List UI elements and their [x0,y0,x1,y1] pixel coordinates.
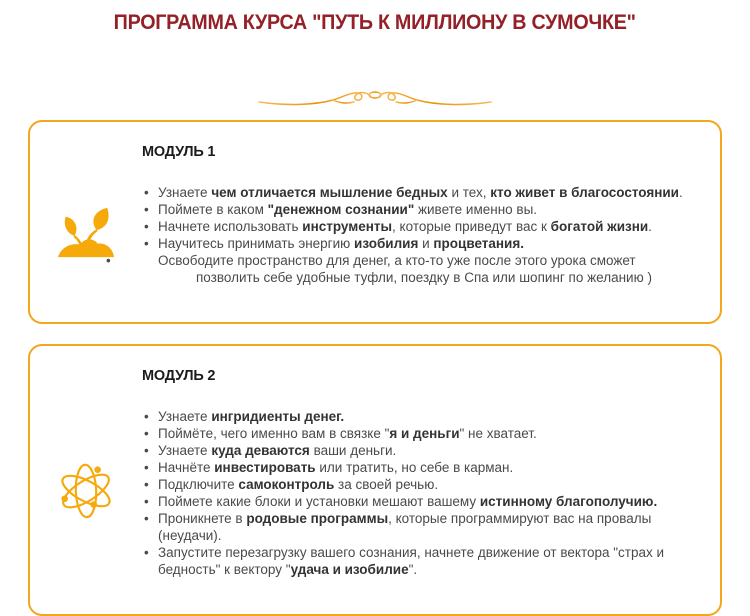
list-item [142,408,702,425]
text-segment-bold: родовые программы [246,511,389,526]
atom-icon [55,460,117,527]
module-card-1 [28,120,722,324]
text-segment-bold: куда деваются [211,443,310,458]
list-item [142,201,702,218]
list-item [142,476,702,493]
flourish-divider-icon [0,86,750,110]
text-segment: и [418,236,434,251]
text-segment: Научитесь принимать энергию [158,236,355,251]
text-segment: Освободите пространство для денег, а кто-то уже после этого урока сможет позволить себе удобные туфли, поездку в Спа или шопинг по желанию ) [158,253,652,285]
text-segment-bold: богатой жизни [550,219,649,234]
text-segment-bold: "денежном сознании" [267,202,415,217]
text-segment: живете именно вы. [414,202,538,217]
text-segment: Начнете использовать [158,219,303,234]
text-segment: Узнаете [158,409,212,424]
text-segment-bold: кто живет в благосостоянии [490,185,679,200]
text-segment: ". [408,562,418,577]
text-segment: Поймёте, чего именно вам в связке " [158,426,390,441]
course-program-page [0,12,750,616]
text-segment-bold: инструменты [302,219,393,234]
text-segment: . [648,219,652,234]
text-segment: Поймете в каком [158,202,268,217]
list-item [142,459,702,476]
list-item [142,510,702,544]
text-segment: Запустите перезагрузку вашего сознания, начнете движение от вектора "страх и бедность" к вектору " [158,545,665,577]
text-segment-bold: чем отличается мышление бедных [211,185,448,200]
page-title-text: ПРОГРАММА КУРСА "ПУТЬ К МИЛЛИОНУ В СУМОЧКЕ" [113,11,637,34]
text-segment: " не хватает. [459,426,537,441]
text-segment-bold: изобилия [354,236,419,251]
module-1-label: МОДУЛЬ 1 [142,144,216,160]
text-segment: Подключите [158,477,239,492]
module-1-body [30,184,706,286]
text-segment: Узнаете [158,185,212,200]
list-item [142,425,702,442]
list-item [142,235,702,252]
text-segment: Узнаете [158,443,212,458]
text-segment: ваши деньги. [309,443,397,458]
text-segment: за своей речью. [334,477,439,492]
module-2-body [30,408,706,578]
text-segment-bold: самоконтроль [238,477,335,492]
text-segment-bold: я и деньги [389,426,460,441]
text-segment: Поймете какие блоки и установки мешают вашему [158,494,480,509]
module-2-label: МОДУЛЬ 2 [142,368,216,384]
text-segment: Проникнете в [158,511,247,526]
text-segment: и тех, [447,185,491,200]
module-2-list [142,408,706,578]
text-segment: , которые программируют вас на провалы (неудачи). [158,511,652,543]
list-item [142,442,702,459]
text-segment-bold: инвестировать [214,460,316,475]
list-item [142,184,702,201]
text-segment: . [679,185,683,200]
text-segment: Начнёте [158,460,215,475]
text-segment: , которые приведут вас к [392,219,551,234]
module-card-2 [28,344,722,616]
list-item [142,218,702,235]
text-segment-bold: истинному благополучию. [479,494,658,509]
module-1-list [142,184,706,286]
list-item [142,252,702,286]
text-segment-bold: процветания. [433,236,524,251]
module-1-icon-column [30,205,142,266]
text-segment: или тратить, но себе в карман. [315,460,514,475]
list-item [142,544,702,578]
page-title [0,12,750,34]
text-segment-bold: ингридиенты денег. [211,409,345,424]
list-item [142,493,702,510]
module-2-icon-column [30,460,142,527]
text-segment-bold: удача и изобилие [290,562,409,577]
